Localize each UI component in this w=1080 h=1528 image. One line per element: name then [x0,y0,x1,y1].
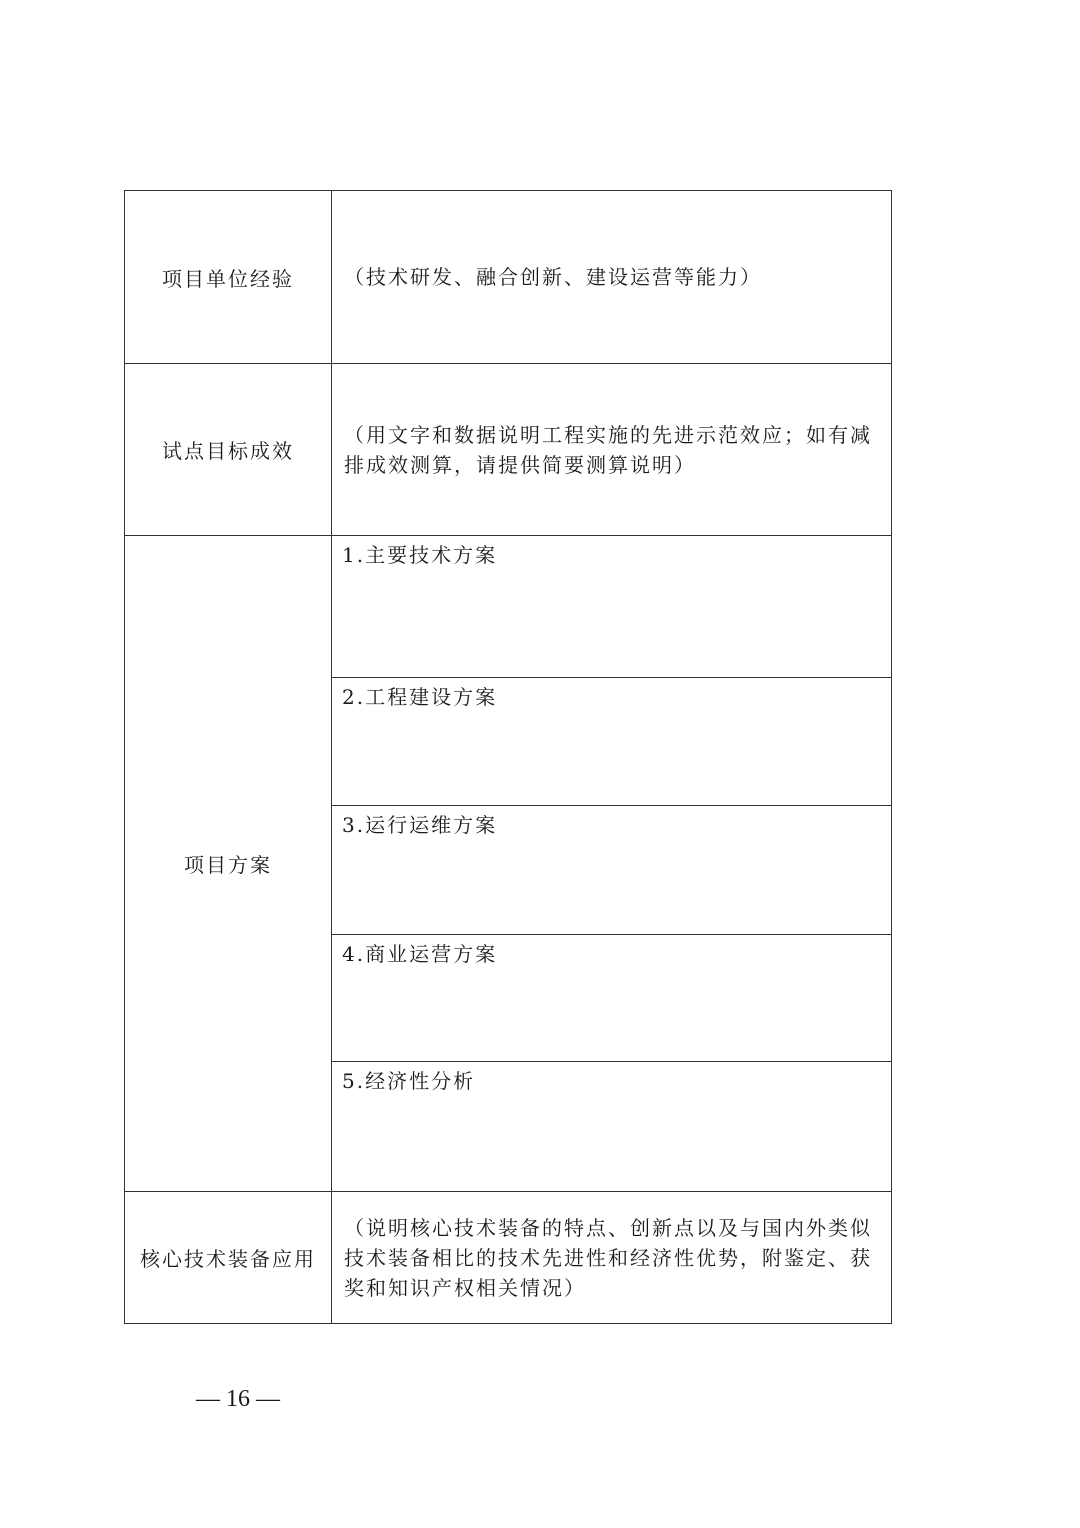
table-row [125,536,892,678]
row-label-project-plan: 项目方案 [125,536,332,1192]
row-label-pilot-goals: 试点目标成效 [125,364,332,536]
table-row [125,1192,892,1324]
plan-item-commercial: 4.商业运营方案 [332,935,892,1062]
plan-item-operation: 3.运行运维方案 [332,806,892,935]
page-number: — 16 — [196,1386,280,1412]
table-row [125,191,892,364]
plan-item-economic: 5.经济性分析 [332,1062,892,1192]
row-label-core-equipment: 核心技术装备应用 [125,1192,332,1324]
row-description-core-equipment: （说明核心技术装备的特点、创新点以及与国内外类似技术装备相比的技术先进性和经济性优势，附鉴定、获奖和知识产权相关情况） [332,1192,892,1324]
row-description-unit-experience: （技术研发、融合创新、建设运营等能力） [332,191,892,364]
row-label-unit-experience: 项目单位经验 [125,191,332,364]
row-description-pilot-goals: （用文字和数据说明工程实施的先进示范效应；如有减排成效测算，请提供简要测算说明） [332,364,892,536]
table-row [125,364,892,536]
plan-item-construction: 2.工程建设方案 [332,678,892,806]
plan-item-technical: 1.主要技术方案 [332,536,892,678]
application-form-table [124,190,892,1324]
